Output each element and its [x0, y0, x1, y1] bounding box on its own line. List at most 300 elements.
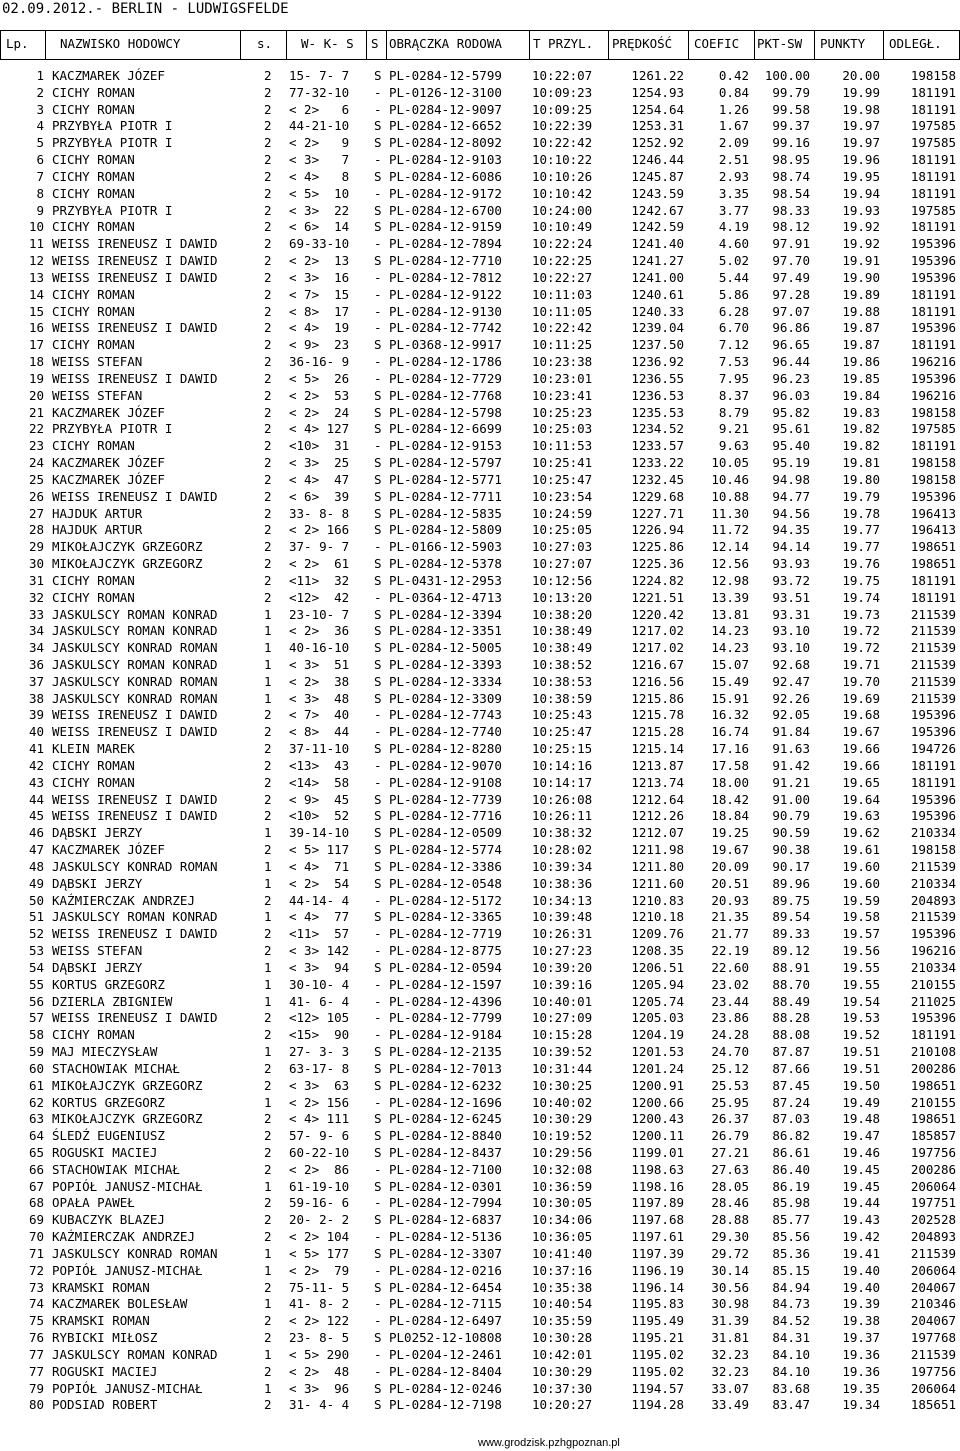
cell-name: MIKOŁAJCZYK GRZEGORZ [52, 1077, 203, 1093]
cell-wks: < 2> 156 [289, 1094, 350, 1110]
cell-dist: 195396 [910, 926, 956, 942]
cell-coefic: 32.23 [711, 1346, 749, 1362]
cell-points: 19.40 [842, 1279, 880, 1295]
cell-name: KACZMAREK JÓZEF [52, 404, 165, 420]
cell-time: 10:10:26 [532, 168, 593, 184]
cell-coefic: 28.88 [711, 1212, 749, 1228]
cell-coefic: 33.49 [711, 1397, 749, 1413]
cell-ring: PL-0284-12-5378 [389, 556, 502, 572]
cell-wks: < 2> 86 [289, 1161, 350, 1177]
cell-time: 10:25:15 [532, 741, 593, 757]
cell-s: 2 [264, 1060, 272, 1076]
cell-name: CICHY ROMAN [52, 168, 135, 184]
cell-points: 19.92 [842, 236, 880, 252]
cell-wks: <13> 43 [289, 757, 350, 773]
cell-s: 2 [264, 488, 272, 504]
cell-s: 2 [264, 1128, 272, 1144]
cell-s: 2 [264, 505, 272, 521]
cell-time: 10:34:13 [532, 892, 593, 908]
cell-coefic: 12.56 [711, 556, 749, 572]
cell-name: JASKULSCY ROMAN KONRAD [52, 1346, 218, 1362]
cell-s2: S [374, 202, 382, 218]
cell-coefic: 12.14 [711, 539, 749, 555]
cell-ring: PL-0284-12-5771 [389, 471, 502, 487]
cell-wks: 75-11- 5 [289, 1279, 350, 1295]
table-row [0, 1280, 960, 1297]
cell-name: MIKOŁAJCZYK GRZEGORZ [52, 556, 203, 572]
cell-s: 1 [264, 858, 272, 874]
cell-coefic: 14.23 [711, 640, 749, 656]
cell-points: 19.76 [842, 556, 880, 572]
cell-wks: 37- 9- 7 [289, 539, 350, 555]
cell-ring: PL-0284-12-9103 [389, 152, 502, 168]
header-coefic: COEFIC [694, 36, 740, 51]
cell-s2: - [374, 236, 382, 252]
cell-wks: < 4> 111 [289, 1111, 350, 1127]
cell-lp: 34 [28, 640, 44, 656]
header-s: s. [257, 36, 273, 51]
table-row [0, 388, 960, 405]
cell-pktsw: 97.91 [772, 236, 810, 252]
table-row [0, 320, 960, 337]
cell-lp: 50 [28, 892, 44, 908]
table-row [0, 1078, 960, 1095]
cell-coefic: 6.70 [718, 320, 749, 336]
cell-s2: S [374, 909, 382, 925]
cell-name: OPAŁA PAWEŁ [52, 1195, 135, 1211]
cell-s2: - [374, 757, 382, 773]
cell-coefic: 31.39 [711, 1313, 749, 1329]
cell-name: MIKOŁAJCZYK GRZEGORZ [52, 539, 203, 555]
cell-speed: 1253.31 [631, 118, 684, 134]
cell-speed: 1221.51 [631, 589, 684, 605]
cell-points: 19.42 [842, 1229, 880, 1245]
cell-dist: 211539 [910, 673, 956, 689]
cell-ring: PL-0284-12-6837 [389, 1212, 502, 1228]
cell-speed: 1233.22 [631, 455, 684, 471]
cell-wks: < 3> 63 [289, 1077, 350, 1093]
cell-points: 19.78 [842, 505, 880, 521]
cell-speed: 1213.74 [631, 774, 684, 790]
table-row [0, 522, 960, 539]
cell-wks: < 3> 22 [289, 202, 350, 218]
cell-s: 2 [264, 522, 272, 538]
cell-dist: 198651 [910, 1111, 956, 1127]
cell-lp: 28 [28, 522, 44, 538]
cell-time: 10:36:05 [532, 1229, 593, 1245]
cell-s: 1 [264, 825, 272, 841]
table-row [0, 1145, 960, 1162]
cell-speed: 1201.24 [631, 1060, 684, 1076]
table-row [0, 405, 960, 422]
cell-speed: 1194.28 [631, 1397, 684, 1413]
cell-ring: PL-0368-12-9917 [389, 337, 502, 353]
cell-lp: 60 [28, 1060, 44, 1076]
cell-wks: < 2> 54 [289, 875, 350, 891]
table-row [0, 1128, 960, 1145]
cell-s2: - [374, 320, 382, 336]
cell-wks: 36-16- 9 [289, 354, 350, 370]
cell-points: 19.35 [842, 1380, 880, 1396]
cell-speed: 1211.98 [631, 842, 684, 858]
cell-points: 19.56 [842, 943, 880, 959]
cell-name: KACZMAREK BOLESŁAW [52, 1296, 188, 1312]
cell-coefic: 1.26 [718, 101, 749, 117]
cell-name: KACZMAREK JÓZEF [52, 471, 165, 487]
cell-speed: 1234.52 [631, 421, 684, 437]
cell-name: CICHY ROMAN [52, 438, 135, 454]
cell-points: 19.62 [842, 825, 880, 841]
cell-pktsw: 96.44 [772, 354, 810, 370]
cell-coefic: 13.81 [711, 606, 749, 622]
cell-coefic: 32.23 [711, 1363, 749, 1379]
cell-lp: 37 [28, 673, 44, 689]
cell-pktsw: 97.07 [772, 303, 810, 319]
cell-time: 10:31:44 [532, 1060, 593, 1076]
cell-points: 19.72 [842, 640, 880, 656]
cell-speed: 1197.39 [631, 1245, 684, 1261]
footer-url: www.grodzisk.pzhgpoznan.pl [478, 1437, 620, 1449]
cell-points: 19.46 [842, 1145, 880, 1160]
cell-s2: - [374, 707, 382, 723]
cell-ring: PL-0284-12-9122 [389, 286, 502, 302]
cell-ring: PL-0284-12-5005 [389, 640, 502, 656]
cell-s2: - [374, 286, 382, 302]
cell-coefic: 20.09 [711, 858, 749, 874]
cell-wks: 41- 8- 2 [289, 1296, 350, 1312]
cell-dist: 181191 [910, 286, 956, 302]
cell-ring: PL-0284-12-1597 [389, 976, 502, 992]
cell-speed: 1205.74 [631, 993, 684, 1009]
cell-wks: 30-10- 4 [289, 976, 350, 992]
cell-wks: < 2> 104 [289, 1229, 350, 1245]
cell-dist: 185651 [910, 1397, 956, 1413]
cell-s: 2 [264, 68, 272, 83]
cell-speed: 1225.86 [631, 539, 684, 555]
cell-s2: - [374, 1195, 382, 1211]
cell-coefic: 16.74 [711, 724, 749, 740]
cell-coefic: 9.21 [718, 421, 749, 437]
cell-time: 10:23:54 [532, 488, 593, 504]
cell-lp: 36 [28, 656, 44, 672]
cell-s2: - [374, 1313, 382, 1329]
cell-points: 19.79 [842, 488, 880, 504]
cell-s2: S [374, 1397, 382, 1413]
cell-s: 2 [264, 320, 272, 336]
cell-s: 2 [264, 943, 272, 959]
cell-s2: S [374, 673, 382, 689]
cell-pktsw: 96.23 [772, 370, 810, 386]
cell-dist: 211539 [910, 640, 956, 656]
table-header [0, 30, 960, 60]
cell-speed: 1220.42 [631, 606, 684, 622]
cell-name: WEISS IRENEUSZ I DAWID [52, 707, 218, 723]
table-row [0, 489, 960, 506]
cell-s: 2 [264, 303, 272, 319]
cell-name: KAŹMIERCZAK ANDRZEJ [52, 1229, 195, 1245]
cell-lp: 66 [28, 1161, 44, 1177]
table-row [0, 1313, 960, 1330]
cell-pktsw: 99.79 [772, 84, 810, 100]
cell-ring: PL-0284-12-5172 [389, 892, 502, 908]
cell-name: JASKULSCY KONRAD ROMAN [52, 858, 218, 874]
header-s2: S [371, 36, 379, 51]
cell-wks: < 6> 39 [289, 488, 350, 504]
cell-coefic: 29.72 [711, 1245, 749, 1261]
cell-name: ROGUSKI MACIEJ [52, 1363, 158, 1379]
cell-s2: S [374, 1330, 382, 1346]
cell-dist: 197756 [910, 1363, 956, 1379]
cell-coefic: 11.30 [711, 505, 749, 521]
cell-speed: 1212.26 [631, 808, 684, 824]
cell-points: 19.85 [842, 370, 880, 386]
cell-time: 10:38:36 [532, 875, 593, 891]
cell-time: 10:25:03 [532, 421, 593, 437]
cell-name: ŚLEDŹ EUGENIUSZ [52, 1128, 165, 1144]
cell-speed: 1224.82 [631, 572, 684, 588]
cell-pktsw: 85.15 [772, 1262, 810, 1278]
cell-points: 19.49 [842, 1094, 880, 1110]
cell-coefic: 7.53 [718, 354, 749, 370]
cell-wks: 37-11-10 [289, 741, 350, 757]
cell-pktsw: 100.00 [764, 68, 810, 83]
cell-name: POPIÓŁ JANUSZ-MICHAŁ [52, 1178, 203, 1194]
cell-name: WEISS IRENEUSZ I DAWID [52, 1010, 218, 1026]
cell-s: 2 [264, 842, 272, 858]
cell-name: JASKULSCY KONRAD ROMAN [52, 673, 218, 689]
cell-ring: PL-0284-12-7742 [389, 320, 502, 336]
cell-coefic: 3.35 [718, 185, 749, 201]
cell-lp: 70 [28, 1229, 44, 1245]
table-row [0, 792, 960, 809]
cell-pktsw: 87.66 [772, 1060, 810, 1076]
cell-points: 19.50 [842, 1077, 880, 1093]
cell-pktsw: 87.45 [772, 1077, 810, 1093]
cell-pktsw: 90.17 [772, 858, 810, 874]
cell-speed: 1241.27 [631, 253, 684, 269]
cell-pktsw: 97.49 [772, 269, 810, 285]
cell-coefic: 6.28 [718, 303, 749, 319]
cell-coefic: 24.28 [711, 1027, 749, 1043]
cell-s2: S [374, 808, 382, 824]
cell-wks: <14> 58 [289, 774, 350, 790]
cell-dist: 210155 [910, 1094, 956, 1110]
cell-points: 19.58 [842, 909, 880, 925]
cell-points: 19.91 [842, 253, 880, 269]
cell-time: 10:23:38 [532, 354, 593, 370]
cell-time: 10:38:59 [532, 690, 593, 706]
cell-pktsw: 90.59 [772, 825, 810, 841]
cell-speed: 1254.93 [631, 84, 684, 100]
cell-dist: 195396 [910, 269, 956, 285]
cell-pktsw: 90.79 [772, 808, 810, 824]
table-row [0, 1027, 960, 1044]
cell-s2: S [374, 1245, 382, 1261]
cell-ring: PL-0284-12-0246 [389, 1380, 502, 1396]
cell-pktsw: 84.94 [772, 1279, 810, 1295]
cell-lp: 54 [28, 959, 44, 975]
cell-s: 1 [264, 1262, 272, 1278]
cell-s: 1 [264, 673, 272, 689]
cell-name: CICHY ROMAN [52, 185, 135, 201]
cell-pktsw: 93.31 [772, 606, 810, 622]
cell-pktsw: 84.73 [772, 1296, 810, 1312]
cell-pktsw: 91.00 [772, 791, 810, 807]
cell-ring: PL-0284-12-6652 [389, 118, 502, 134]
cell-dist: 204893 [910, 1229, 956, 1245]
cell-points: 19.66 [842, 741, 880, 757]
cell-s: 2 [264, 1212, 272, 1228]
cell-speed: 1215.78 [631, 707, 684, 723]
cell-wks: < 3> 96 [289, 1380, 350, 1396]
cell-speed: 1201.53 [631, 1044, 684, 1060]
cell-pktsw: 92.47 [772, 673, 810, 689]
cell-speed: 1242.59 [631, 219, 684, 235]
cell-name: KACZMAREK JÓZEF [52, 842, 165, 858]
cell-ring: PL-0284-12-6245 [389, 1111, 502, 1127]
cell-coefic: 20.93 [711, 892, 749, 908]
cell-points: 19.94 [842, 185, 880, 201]
cell-speed: 1195.21 [631, 1330, 684, 1346]
cell-ring: PL-0284-12-8092 [389, 135, 502, 151]
cell-pktsw: 90.38 [772, 842, 810, 858]
cell-coefic: 15.91 [711, 690, 749, 706]
cell-wks: 40-16-10 [289, 640, 350, 656]
table-row [0, 859, 960, 876]
cell-lp: 12 [28, 253, 44, 269]
cell-time: 10:27:03 [532, 539, 593, 555]
cell-pktsw: 93.10 [772, 640, 810, 656]
cell-dist: 197585 [910, 421, 956, 437]
cell-wks: 23-10- 7 [289, 606, 350, 622]
cell-name: ROGUSKI MACIEJ [52, 1145, 158, 1160]
cell-dist: 181191 [910, 438, 956, 454]
table-row [0, 270, 960, 287]
cell-dist: 196216 [910, 354, 956, 370]
cell-lp: 75 [28, 1313, 44, 1329]
cell-speed: 1216.56 [631, 673, 684, 689]
cell-name: PRZYBYŁA PIOTR I [52, 202, 173, 218]
cell-pktsw: 91.63 [772, 741, 810, 757]
cell-coefic: 25.53 [711, 1077, 749, 1093]
cell-lp: 32 [28, 589, 44, 605]
cell-coefic: 24.70 [711, 1044, 749, 1060]
cell-s: 2 [264, 791, 272, 807]
cell-s: 1 [264, 1044, 272, 1060]
cell-lp: 22 [28, 421, 44, 437]
cell-s2: S [374, 556, 382, 572]
cell-speed: 1211.60 [631, 875, 684, 891]
cell-coefic: 28.05 [711, 1178, 749, 1194]
cell-points: 19.82 [842, 438, 880, 454]
cell-name: KORTUS GRZEGORZ [52, 976, 165, 992]
cell-s: 2 [264, 370, 272, 386]
cell-coefic: 25.12 [711, 1060, 749, 1076]
cell-pktsw: 91.84 [772, 724, 810, 740]
cell-coefic: 12.98 [711, 572, 749, 588]
cell-s2: S [374, 640, 382, 656]
cell-dist: 197585 [910, 202, 956, 218]
cell-time: 10:25:43 [532, 707, 593, 723]
cell-name: HAJDUK ARTUR [52, 505, 143, 521]
cell-lp: 21 [28, 404, 44, 420]
cell-speed: 1229.68 [631, 488, 684, 504]
cell-lp: 19 [28, 370, 44, 386]
cell-lp: 59 [28, 1044, 44, 1060]
cell-time: 10:25:41 [532, 455, 593, 471]
cell-speed: 1196.19 [631, 1262, 684, 1278]
cell-time: 10:14:16 [532, 757, 593, 773]
cell-pktsw: 88.91 [772, 959, 810, 975]
cell-lp: 6 [36, 152, 44, 168]
cell-speed: 1212.07 [631, 825, 684, 841]
cell-ring: PL-0284-12-0216 [389, 1262, 502, 1278]
cell-speed: 1236.53 [631, 387, 684, 403]
cell-s: 2 [264, 471, 272, 487]
cell-s2: - [374, 1027, 382, 1043]
cell-coefic: 20.51 [711, 875, 749, 891]
cell-coefic: 10.88 [711, 488, 749, 504]
cell-speed: 1252.92 [631, 135, 684, 151]
cell-ring: PL-0166-12-5903 [389, 539, 502, 555]
cell-coefic: 23.44 [711, 993, 749, 1009]
table-row [0, 657, 960, 674]
cell-points: 19.97 [842, 135, 880, 151]
cell-pktsw: 89.75 [772, 892, 810, 908]
cell-wks: <10> 52 [289, 808, 350, 824]
cell-name: HAJDUK ARTUR [52, 522, 143, 538]
cell-ring: PL-0284-12-9153 [389, 438, 502, 454]
table-row [0, 909, 960, 926]
cell-time: 10:39:34 [532, 858, 593, 874]
cell-points: 19.71 [842, 656, 880, 672]
cell-coefic: 30.14 [711, 1262, 749, 1278]
cell-name: JASKULSCY ROMAN KONRAD [52, 623, 218, 639]
cell-s: 2 [264, 337, 272, 353]
cell-lp: 24 [28, 455, 44, 471]
cell-points: 19.57 [842, 926, 880, 942]
cell-time: 10:42:01 [532, 1346, 593, 1362]
cell-coefic: 31.81 [711, 1330, 749, 1346]
cell-s: 1 [264, 993, 272, 1009]
cell-s2: S [374, 387, 382, 403]
table-row [0, 102, 960, 119]
cell-lp: 20 [28, 387, 44, 403]
cell-s2: S [374, 118, 382, 134]
cell-name: WEISS IRENEUSZ I DAWID [52, 926, 218, 942]
cell-time: 10:26:08 [532, 791, 593, 807]
cell-s: 2 [264, 1330, 272, 1346]
cell-points: 19.61 [842, 842, 880, 858]
cell-lp: 1 [36, 68, 44, 83]
cell-wks: 15- 7- 7 [289, 68, 350, 83]
cell-ring: PL-0284-12-7711 [389, 488, 502, 504]
cell-dist: 181191 [910, 303, 956, 319]
cell-time: 10:35:59 [532, 1313, 593, 1329]
cell-lp: 48 [28, 858, 44, 874]
table-row [0, 674, 960, 691]
cell-time: 10:27:07 [532, 556, 593, 572]
cell-wks: < 5> 10 [289, 185, 350, 201]
cell-time: 10:11:25 [532, 337, 593, 353]
cell-lp: 31 [28, 572, 44, 588]
cell-time: 10:11:03 [532, 286, 593, 302]
cell-wks: < 8> 17 [289, 303, 350, 319]
cell-points: 19.44 [842, 1195, 880, 1211]
cell-s: 2 [264, 572, 272, 588]
table-row [0, 1246, 960, 1263]
cell-ring: PL-0284-12-9070 [389, 757, 502, 773]
